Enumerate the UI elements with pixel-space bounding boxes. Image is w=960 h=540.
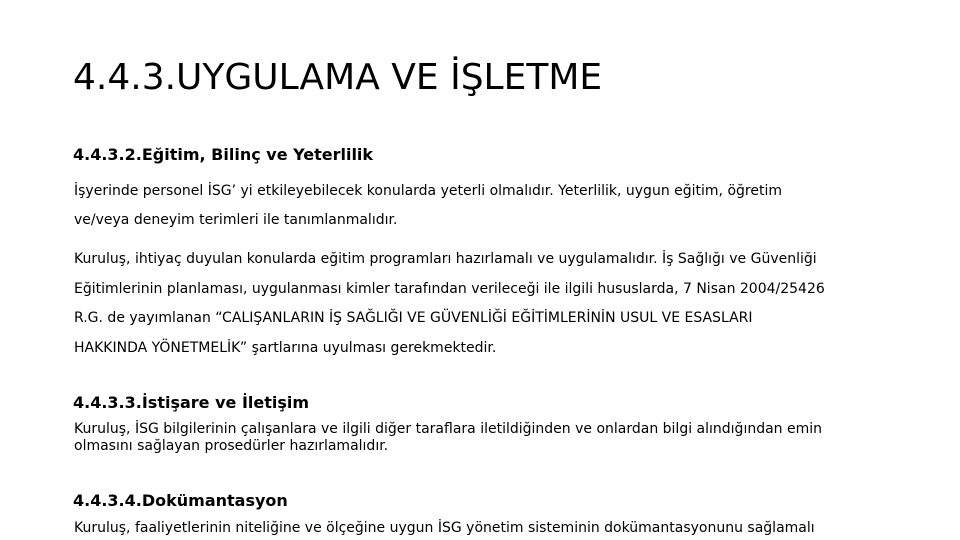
- paragraph-documentation: [74, 520, 904, 537]
- paragraph-line: olmasını sağlayan prosedürler hazırlamalıdır.: [74, 438, 389, 454]
- paragraph-line: ve/veya deneyim terimleri ile tanımlanmalıdır.: [74, 212, 398, 228]
- section-heading-consultation: 4.4.3.3.İstişare ve İletişim: [73, 393, 310, 412]
- paragraph-line: Kuruluş, ihtiyaç duyulan konularda eğitim programları hazırlamalı ve uygulamalıdır. İş Sağlığı ve Güvenliği: [74, 251, 817, 267]
- paragraph-competence: [74, 177, 904, 235]
- paragraph-line: R.G. de yayımlanan “CALIŞANLARIN İŞ SAĞLIĞI VE GÜVENLİĞİ EĞİTİMLERİNİN USUL VE ESASLARI: [74, 310, 753, 326]
- paragraph-line: Kuruluş, faaliyetlerinin niteliğine ve ölçeğine uygun İSG yönetim sisteminin dokümantasyonunu sağlamalı: [74, 520, 815, 536]
- paragraph-line: İşyerinde personel İSG’ yi etkileyebilecek konularda yeterli olmalıdır. Yeterlilik, uygun eğitim, öğretim: [74, 183, 782, 199]
- paragraph-training-programs: [74, 245, 904, 363]
- paragraph-line: HAKKINDA YÖNETMELİK” şartlarına uyulması gerekmektedir.: [74, 339, 497, 356]
- slide-title: 4.4.3.UYGULAMA VE İŞLETME: [73, 57, 603, 98]
- paragraph-line: Kuruluş, İSG bilgilerinin çalışanlara ve ilgili diğer taraflara iletildiğinden ve onlardan bilgi alındığından emin: [74, 421, 823, 437]
- paragraph-consultation: [74, 421, 904, 455]
- section-heading-documentation: 4.4.3.4.Dokümantasyon: [73, 491, 288, 510]
- section-heading-training: 4.4.3.2.Eğitim, Bilinç ve Yeterlilik: [73, 145, 374, 164]
- paragraph-line: Eğitimlerinin planlaması, uygulanması kimler tarafından verileceği ile ilgili hususlarda, 7 Nisan 2004/25426: [74, 280, 825, 297]
